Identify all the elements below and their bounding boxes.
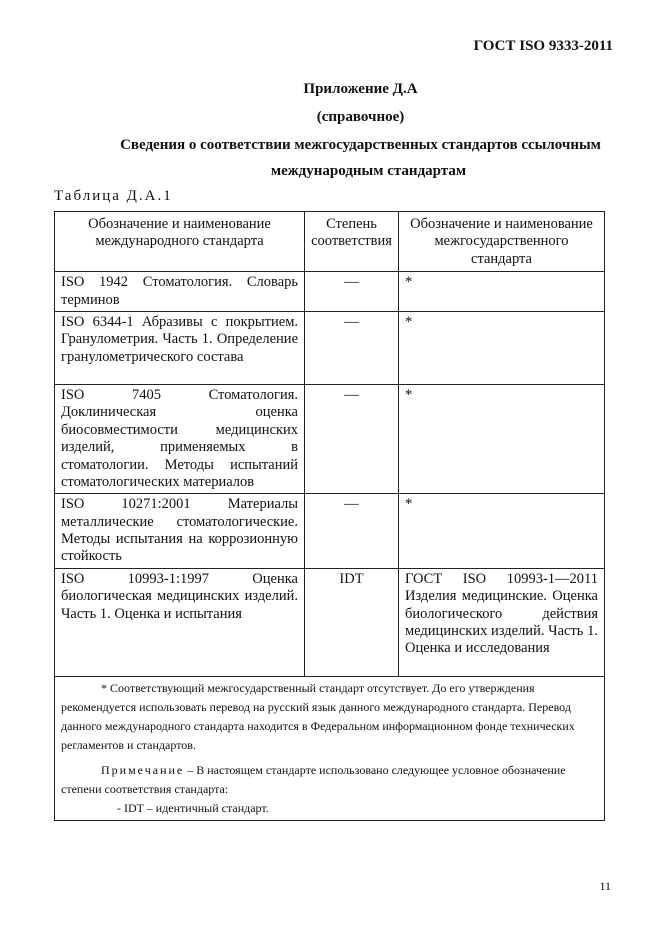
- document-code: ГОСТ ISO 9333-2011: [473, 38, 613, 54]
- page-number: 11: [599, 879, 611, 893]
- cell-degree: —: [305, 494, 399, 569]
- table-row: [55, 384, 605, 493]
- cell-interstate: *: [399, 384, 605, 493]
- note-text: – В настоящем стандарте использовано следующее условное обозначение степени соответствия стандарта:: [61, 762, 566, 796]
- note-item: - IDT – идентичный стандарт.: [117, 800, 269, 815]
- cell-interstate: ГОСТ ISO 10993-1—2011 Изделия медицинские. Оценка биологического действия медицинских изделий. Часть 1. Оценка и исследования: [399, 568, 605, 676]
- cell-international: ISO 7405 Стоматология. Доклиническая оценка биосовместимости медицинских изделий, применяемых в стоматологии. Методы испытаний стоматологических материалов: [55, 384, 305, 493]
- cell-international: ISO 6344-1 Абразивы с покрытием. Гранулометрия. Часть 1. Определение гранулометрического состава: [55, 311, 305, 384]
- appendix-subtitle: (справочное): [316, 109, 405, 125]
- table-label: Таблица Д.А.1: [54, 188, 173, 204]
- cell-international: ISO 10993-1:1997 Оценка биологическая медицинских изделий. Часть 1. Оценка и испытания: [55, 568, 305, 676]
- cell-degree: —: [305, 272, 399, 312]
- correspondence-table: [54, 211, 605, 821]
- appendix-heading-line1: Сведения о соответствии межгосударственных стандартов ссылочным: [120, 137, 601, 153]
- cell-interstate: *: [399, 494, 605, 569]
- table-header-row: [55, 212, 605, 272]
- column-header-degree: Степень соответствия: [305, 212, 399, 272]
- cell-degree: —: [305, 311, 399, 384]
- table-notes: [55, 676, 605, 820]
- column-header-international: Обозначение и наименование международного стандарта: [55, 212, 305, 272]
- cell-degree: —: [305, 384, 399, 493]
- table-footnote: * Соответствующий межгосударственный стандарт отсутствует. До его утверждения рекомендуется использовать перевод на русский язык данного международного стандарта. Перевод данного международного стандарта находится в Федеральном информационном фонде технических регламентов и стандартов.: [61, 680, 575, 752]
- cell-international: ISO 10271:2001 Материалы металлические стоматологические. Методы испытания на коррозионную стойкость: [55, 494, 305, 569]
- cell-interstate: *: [399, 272, 605, 312]
- table-row: [55, 272, 605, 312]
- column-header-interstate: Обозначение и наименование межгосударственного стандарта: [399, 212, 605, 272]
- note-label: Примечание: [101, 762, 185, 777]
- appendix-title: Приложение Д.А: [303, 81, 418, 97]
- cell-degree: IDT: [305, 568, 399, 676]
- cell-interstate: *: [399, 311, 605, 384]
- table-notes-row: [55, 676, 605, 820]
- cell-international: ISO 1942 Стоматология. Словарь терминов: [55, 272, 305, 312]
- appendix-heading-line2: международным стандартам: [270, 163, 467, 179]
- table-row: [55, 568, 605, 676]
- table-note: [61, 761, 598, 799]
- table-row: [55, 494, 605, 569]
- table-row: [55, 311, 605, 384]
